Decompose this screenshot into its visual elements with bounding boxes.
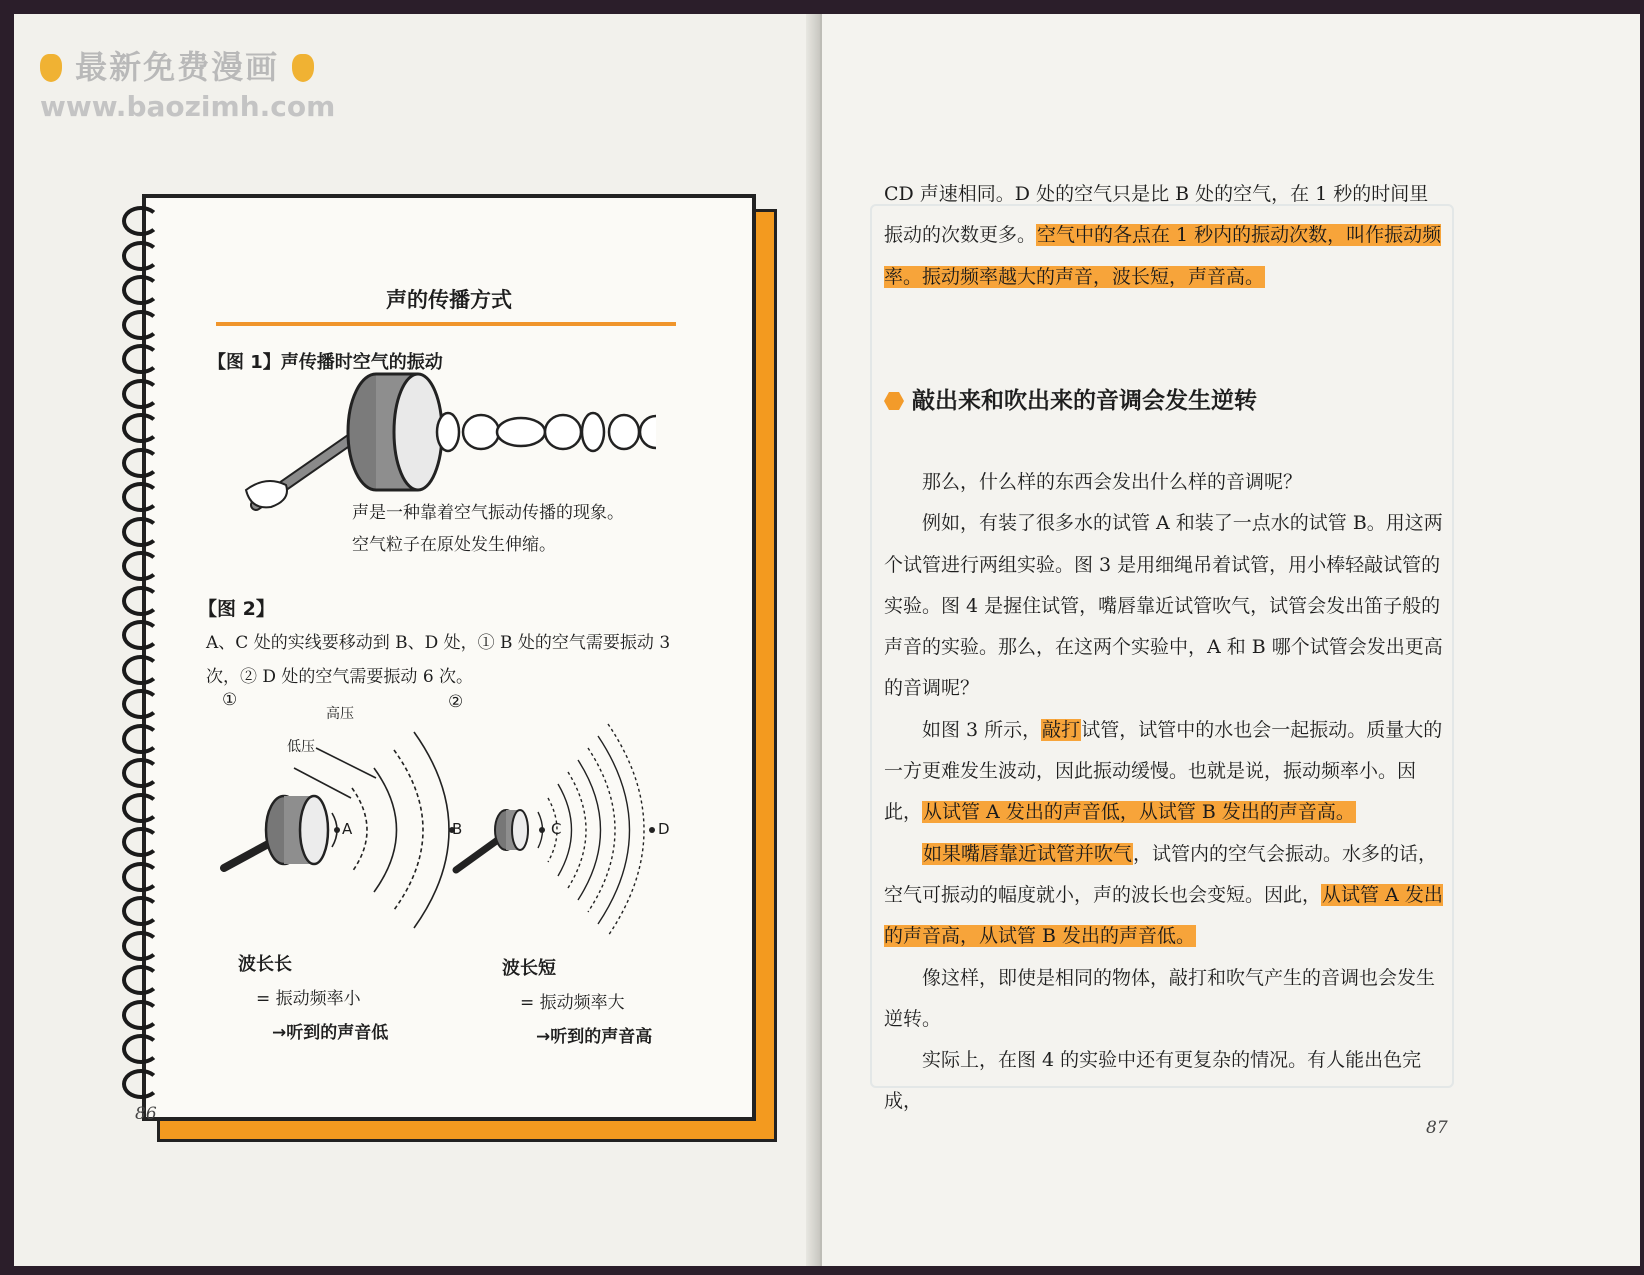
spiral-ring — [122, 827, 160, 857]
para4-text-a: 如图 3 所示， — [922, 718, 1042, 741]
fig1-caption-2: 空气粒子在原处发生伸缩。 — [352, 535, 556, 555]
point-a: A — [342, 820, 353, 838]
short-wave-title: 波长短 — [502, 958, 556, 979]
spiral-ring — [122, 241, 160, 271]
spiral-ring — [122, 310, 160, 340]
point-c: C — [551, 820, 562, 838]
left-page-number: 86 — [135, 1104, 157, 1124]
long-wave-result: →听到的声音低 — [272, 1023, 389, 1043]
spiral-ring — [122, 758, 160, 788]
pointing-hand-icon — [292, 54, 314, 82]
para4-highlight-2: 从试管 A 发出的声音低，从试管 B 发出的声音高。 — [923, 801, 1355, 824]
spiral-ring — [122, 965, 160, 995]
right-page — [822, 14, 1640, 1266]
long-wave-title: 波长长 — [238, 954, 292, 975]
long-wave-eq: = 振动频率小 — [256, 989, 361, 1009]
short-wave-eq: = 振动频率大 — [520, 993, 625, 1013]
fig1-label: 【图 1】声传播时空气的振动 — [208, 352, 443, 373]
para6: 像这样，即使是相同的物体，敲打和吹气产生的音调也会发生逆转。 — [884, 966, 1436, 1030]
para4-text-b: 试管，试管中的水也会一起振动。质量大的一方更难发生波动，因此振动缓慢。也就是说，振动频率小。因此， — [884, 718, 1443, 824]
para5 — [884, 834, 1444, 958]
point-b: B — [452, 820, 463, 838]
spiral-ring — [122, 517, 160, 547]
section-heading — [884, 382, 1257, 415]
right-para-1 — [884, 174, 1444, 298]
spiral-ring — [122, 793, 160, 823]
spiral-ring — [122, 931, 160, 961]
fig2-description: A、C 处的实线要移动到 B、D 处，① B 处的空气需要振动 3 次，② D 处的空气需要振动 6 次。 — [206, 633, 671, 687]
para5-highlight-2: 从试管 A 发出的声音高，从试管 B 发出的声音低。 — [884, 883, 1443, 948]
fig2-wave-diagram — [206, 718, 676, 958]
spiral-ring — [122, 724, 160, 754]
para4 — [884, 710, 1444, 834]
para7: 实际上，在图 4 的实验中还有更复杂的情况。有人能出色完成， — [884, 1049, 1422, 1113]
spiral-ring — [122, 1034, 160, 1064]
spiral-ring — [122, 862, 160, 892]
notebook-title: 声的传播方式 — [386, 288, 512, 312]
para3: 例如，有装了很多水的试管 A 和装了一点水的试管 B。用这两个试管进行两组实验。图 3 是用细绳吊着试管，用小棒轻敲试管的实验。图 4 是握住试管，嘴唇靠近试管吹气，试管会发出笛子般的声音的实验。那么，在这两个实验中，A 和 B 哪个试管会发出更高的音调呢？ — [884, 512, 1443, 700]
title-rule — [216, 322, 676, 326]
high-pressure-label: 高压 — [326, 706, 354, 722]
para1-text: CD 声速相同。D 处的空气只是比 B 处的空气，在 1 秒的时间里振动的次数更多。 — [884, 183, 1429, 247]
spiral-ring — [122, 655, 160, 685]
fig2-label: 【图 2】 — [198, 598, 275, 620]
notebook-card — [142, 194, 756, 1121]
spiral-ring — [122, 413, 160, 443]
fig2-num-1: ① — [222, 690, 238, 710]
spiral-ring — [122, 275, 160, 305]
spiral-ring — [122, 1069, 160, 1099]
spiral-ring — [122, 551, 160, 581]
spiral-ring — [122, 1000, 160, 1030]
right-page-number: 87 — [1426, 1118, 1448, 1138]
para4-highlight-1: 敲打 — [1042, 718, 1081, 741]
spiral-ring — [122, 379, 160, 409]
watermark-line1: 最新免费漫画 — [75, 48, 280, 86]
spiral-ring — [122, 689, 160, 719]
para5-text-b: ，试管内的空气会振动。水多的话，空气可振动的幅度就小，声的波长也会变短。因此， — [884, 842, 1438, 906]
spiral-ring — [122, 206, 160, 236]
spiral-ring — [122, 448, 160, 478]
point-d: D — [658, 820, 670, 838]
para5-highlight-1: 如果嘴唇靠近试管并吹气 — [923, 842, 1133, 865]
watermark — [40, 42, 335, 123]
hexagon-bullet-icon — [884, 392, 904, 410]
fig2-num-2: ② — [448, 692, 464, 712]
short-wave-result: →听到的声音高 — [536, 1027, 653, 1047]
section-heading-text: 敲出来和吹出来的音调会发生逆转 — [912, 388, 1257, 414]
watermark-line2: www.baozimh.com — [40, 90, 336, 123]
spiral-ring — [122, 482, 160, 512]
right-body — [884, 462, 1444, 1123]
pointing-hand-icon — [40, 54, 62, 82]
spiral-ring — [122, 896, 160, 926]
low-pressure-label: 低压 — [287, 739, 315, 755]
left-page — [14, 14, 820, 1266]
para1-highlight: 空气中的各点在 1 秒内的振动次数，叫作振动频率。振动频率越大的声音，波长短，声音高。 — [884, 224, 1442, 288]
spiral-ring — [122, 586, 160, 616]
spiral-ring — [122, 620, 160, 650]
spiral-ring — [122, 344, 160, 374]
para2: 那么，什么样的东西会发出什么样的音调呢？ — [922, 471, 1303, 493]
fig1-caption-1: 声是一种靠着空气振动传播的现象。 — [352, 503, 624, 523]
